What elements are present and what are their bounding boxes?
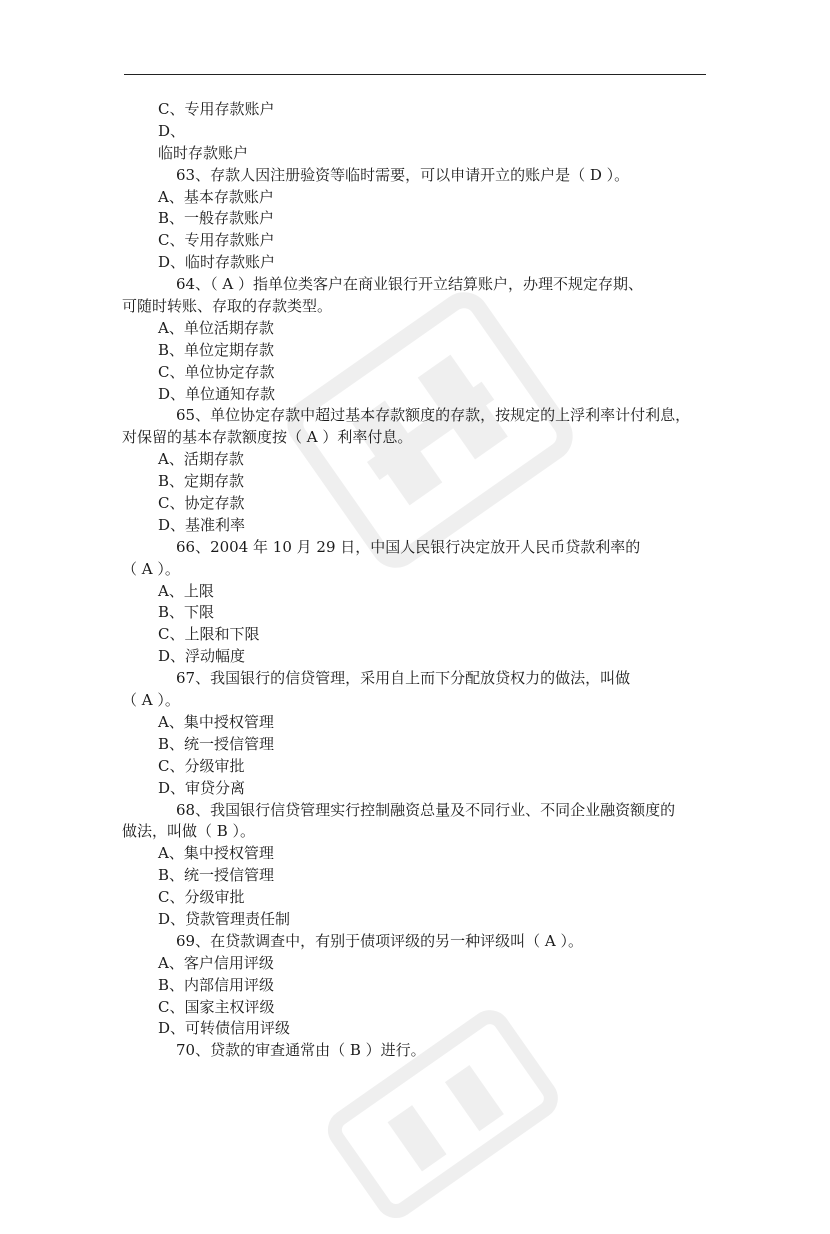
option-line: D、浮动幅度 [158, 647, 246, 666]
option-line: C、分级审批 [158, 756, 245, 775]
option-line: C、单位协定存款 [158, 362, 275, 381]
header-rule [124, 74, 706, 75]
question-66-cont: （ A ）。 [122, 559, 180, 578]
question-68-cont: 做法，叫做（ B ）。 [122, 822, 256, 841]
option-line: D、审贷分离 [158, 778, 246, 797]
option-line: C、国家主权评级 [158, 997, 275, 1016]
option-line: A、基本存款账户 [158, 187, 274, 206]
option-line: B、统一授信管理 [158, 734, 275, 753]
option-line: A、集中授权管理 [158, 712, 274, 731]
option-line: D、可转债信用评级 [158, 1019, 291, 1038]
option-line: B、单位定期存款 [158, 340, 275, 359]
option-line: C、专用存款账户 [158, 231, 275, 250]
option-line: B、内部信用评级 [158, 975, 275, 994]
question-65-cont: 对保留的基本存款额度按（ A ）利率付息。 [122, 428, 413, 447]
option-line: A、客户信用评级 [158, 953, 274, 972]
question-67-cont: （ A ）。 [122, 691, 180, 710]
option-line: C、上限和下限 [158, 625, 260, 644]
option-line: D、 [158, 121, 186, 140]
option-line: C、分级审批 [158, 888, 245, 907]
option-line: A、单位活期存款 [158, 318, 274, 337]
option-line: D、贷款管理责任制 [158, 909, 291, 928]
option-line: B、定期存款 [158, 472, 245, 491]
question-65: 65、单位协定存款中超过基本存款额度的存款，按规定的上浮利率计付利息， [176, 406, 691, 425]
question-64-cont: 可随时转账、存取的存款类型。 [122, 297, 333, 316]
question-67: 67、我国银行的信贷管理，采用自上而下分配放贷权力的做法，叫做 [176, 669, 631, 688]
question-66: 66、2004 年 10 月 29 日，中国人民银行决定放开人民币贷款利率的 [176, 537, 641, 556]
option-line: B、下限 [158, 603, 215, 622]
question-68: 68、我国银行信贷管理实行控制融资总量及不同行业、不同企业融资额度的 [176, 800, 676, 819]
question-64: 64、（ A ）指单位类客户在商业银行开立结算账户，办理不规定存期、 [176, 275, 643, 294]
question-70: 70、贷款的审查通常由（ B ）进行。 [176, 1041, 426, 1060]
option-line: C、协定存款 [158, 494, 245, 513]
option-line: B、一般存款账户 [158, 209, 275, 228]
question-69: 69、在贷款调查中，有别于债项评级的另一种评级叫（ A ）。 [176, 931, 583, 950]
option-line: A、上限 [158, 581, 214, 600]
option-line: D、单位通知存款 [158, 384, 276, 403]
option-line: C、专用存款账户 [158, 100, 275, 118]
option-line: A、活期存款 [158, 450, 244, 469]
document-body [122, 99, 718, 1062]
option-line: D、临时存款账户 [158, 253, 276, 272]
option-line: B、统一授信管理 [158, 866, 275, 885]
option-continuation: 临时存款账户 [158, 143, 249, 162]
option-line: D、基准利率 [158, 515, 246, 534]
question-63: 63、存款人因注册验资等临时需要，可以申请开立的账户是（ D ）。 [176, 165, 630, 184]
option-line: A、集中授权管理 [158, 844, 274, 863]
